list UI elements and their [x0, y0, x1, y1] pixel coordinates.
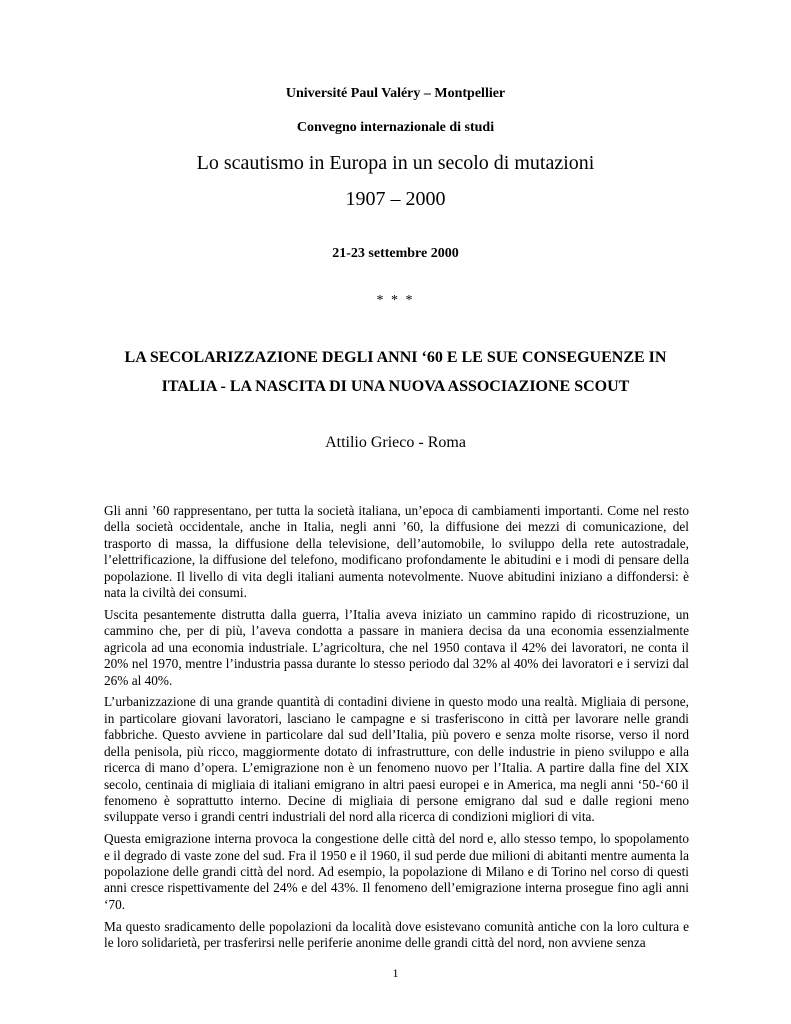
conference-title: Lo scautismo in Europa in un secolo di mutazioni — [196, 152, 595, 174]
paragraph: Uscita pesantemente distrutta dalla guerra, l’Italia aveva iniziato un cammino rapido di ricostruzione, un cammino che, per di più, l’aveva condotta a passare in maniera decisa da una economia essenzialmente agricola ad una economia industriale. L’agricoltura, che nel 1950 contava il 42% dei lavoratori, ne conta il 20% nel 1970, mentre l’industria passa durante lo stesso periodo dal 32% al 40% dei lavoratori e i servizi dal 26% al 40%. — [104, 606, 689, 688]
paragraph: Gli anni ’60 rappresentano, per tutta la società italiana, un’epoca di cambiamenti importanti. Come nel resto della società occidentale, anche in Italia, negli anni ’60, la diffusione dei mezzi di comunicazione, del trasporto di massa, la diffusione della televisione, dell’automobile, lo sviluppo della rete autostradale, l’elettrificazione, la diffusione del telefono, modificano profondamente le abitudini e i modi di pensare della popolazione. Il livello di vita degli italiani aumenta notevolmente. Nuove abitudini iniziano a diffondersi: è nata la civiltà dei consumi. — [104, 503, 689, 601]
conference-type: Convegno internazionale di studi — [296, 120, 495, 135]
section-separator: * * * — [376, 293, 415, 308]
paragraph: Questa emigrazione interna provoca la congestione delle città del nord e, allo stesso tempo, lo spopolamento e il degrado di vaste zone del sud. Fra il 1950 e il 1960, il sud perde due milioni di abitanti mentre aumenta la popolazione delle grandi città del nord. Ad esempio, la popolazione di Milano e di Torino nel corso di questi anni cresce rispettivamente del 24% e del 43%. Il fenomeno dell’emigrazione interna prosegue fino agli anni ‘70. — [104, 831, 689, 912]
conference-dates: 21-23 settembre 2000 — [332, 246, 459, 261]
university-name: Université Paul Valéry – Montpellier — [285, 86, 506, 101]
body-text — [104, 503, 689, 957]
paragraph: Ma questo sradicamento delle popolazioni da località dove esistevano comunità antiche con la loro cultura e le loro solidarietà, per trasferirsi nelle periferie anonime delle grandi città del nord, non avviene senza — [104, 918, 689, 951]
paper-author: Attilio Grieco - Roma — [325, 434, 466, 451]
paragraph: L’urbanizzazione di una grande quantità di contadini diviene in questo modo una realtà. Migliaia di persone, in particolare giovani lavoratori, lasciano le campagne e si trasferiscono in città per lavorare nelle grandi fabbriche. Questo avviene in particolare dal sud dell’Italia, più povero e senza molte risorse, verso il nord della penisola, più ricco, maggiormente dotato di infrastrutture, con delle industrie in pieno sviluppo e alla ricerca di mano d’opera. L’emigrazione non è un fenomeno nuovo per l’Italia. A partire dalla fine del XIX secolo, centinaia di migliaia di italiani emigrano in altri paesi europei e in America, ma negli anni ‘50-‘60 il fenomeno è soprattutto interno. Decine di migliaia di persone emigrano dal sud e dalle regioni meno sviluppate verso i grandi centri industriali del nord alla ricerca di condizioni migliori di vita. — [104, 694, 689, 825]
conference-years: 1907 – 2000 — [345, 188, 446, 210]
page-number: 1 — [392, 966, 399, 980]
paper-title: LA SECOLARIZZAZIONE DEGLI ANNI ‘60 E LE SUE CONSEGUENZE IN ITALIA - LA NASCITA DI UNA NUOVA ASSOCIAZIONE SCOUT — [124, 349, 667, 395]
